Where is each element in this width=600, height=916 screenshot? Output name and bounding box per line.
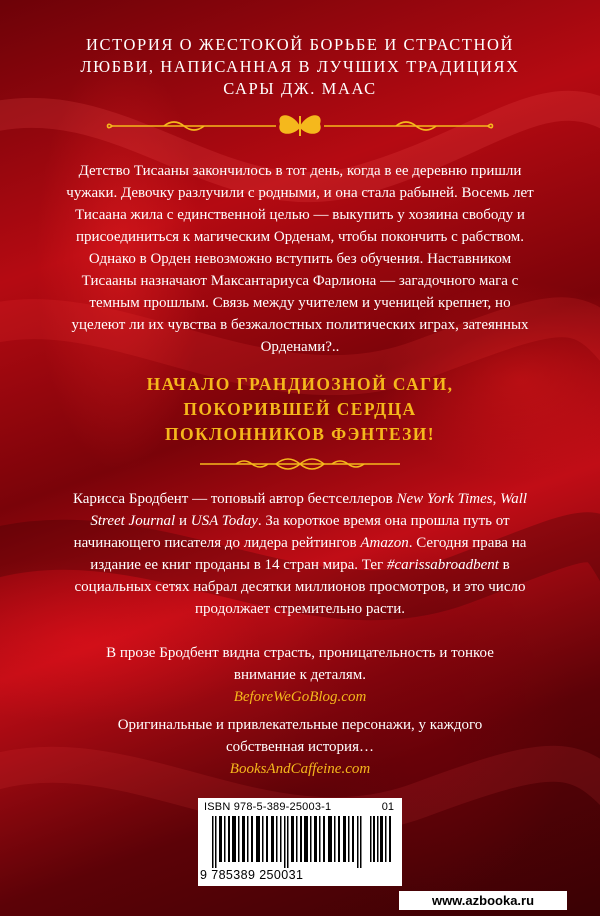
small-ornament-divider: [196, 452, 404, 476]
bio-text: в социальных сетях набрал десятки миллионов просмотров, и это число продолжает стремительно расти.: [74, 557, 526, 617]
slogan-line: ПОКОРИВШЕЙ СЕРДЦА: [183, 399, 417, 419]
barcode-addon-bars: [370, 816, 392, 862]
synopsis-paragraph: Детство Тисааны закончилось в тот день, когда в ее деревню пришли чужаки. Девочку разлучили с родными, и она стала рабыней. Восемь лет Тисаана жила с единственной целью — выкупить у хозяина свободу и присоединиться к магическим Орденам, чтобы покончить с рабством. Однако в Орден невозможно вступить без обучения. Наставником Тисааны назначают Максантариуса Фарлиона — загадочного мага с темным прошлым. Связь между учителем и ученицей крепнет, но уцелеют ли их чувства в безжалостных политических играх, затеянных Орденами?..: [66, 163, 534, 355]
bio-text: Карисса Бродбент — топовый автор бестселлеров: [72, 491, 393, 507]
slogan-line: ПОКЛОННИКОВ ФЭНТЕЗИ!: [164, 424, 436, 444]
tagline-line: ЛЮБВИ, НАПИСАННАЯ В ЛУЧШИХ ТРАДИЦИЯХ: [80, 57, 520, 76]
ornament-divider: [104, 108, 496, 144]
amazon-name: Amazon: [360, 535, 409, 551]
publisher-website[interactable]: www.azbooka.ru: [399, 891, 567, 910]
butterfly-icon: [279, 115, 320, 136]
slogan-line: НАЧАЛО ГРАНДИОЗНОЙ САГИ,: [146, 374, 454, 394]
quote-text: В прозе Бродбент видна страсть, проницательность и тонкое внимание к деталям.: [106, 645, 494, 683]
barcode-digits: 9 785389 250031: [200, 868, 304, 882]
review-quote: [80, 714, 520, 780]
isbn-barcode: [198, 798, 402, 886]
isbn-label: ISBN 978-5-389-25003-1: [204, 801, 332, 813]
quote-source: BeforeWeGoBlog.com: [233, 689, 367, 705]
isbn-addon-label: 01: [381, 801, 394, 813]
bio-text: . Сегодня права на издание ее книг проданы в 14 стран мира. Тег: [90, 535, 527, 573]
newspaper-name: New York Times: [396, 491, 493, 507]
barcode-bars: [212, 816, 362, 868]
quote-text: Оригинальные и привлекательные персонажи, у каждого собственная история…: [117, 717, 483, 755]
newspaper-name: Wall Street Journal: [90, 491, 528, 529]
top-tagline: [60, 34, 540, 100]
slogan: [60, 372, 540, 447]
tagline-line: ИСТОРИЯ О ЖЕСТОКОЙ БОРЬБЕ И СТРАСТНОЙ: [85, 35, 515, 54]
newspaper-name: USA Today: [190, 513, 258, 529]
quote-source: BooksAndCaffeine.com: [229, 761, 371, 777]
bio-text: . За короткое время она прошла путь от начинающего писателя до лидера рейтингов: [73, 513, 510, 551]
bio-text: ,: [492, 491, 501, 507]
bio-text: и: [175, 513, 191, 529]
tagline-line: САРЫ ДЖ. МААС: [223, 79, 377, 98]
review-quote: [80, 642, 520, 708]
hashtag: #carissabroadbent: [386, 557, 499, 573]
author-bio: [62, 488, 538, 620]
